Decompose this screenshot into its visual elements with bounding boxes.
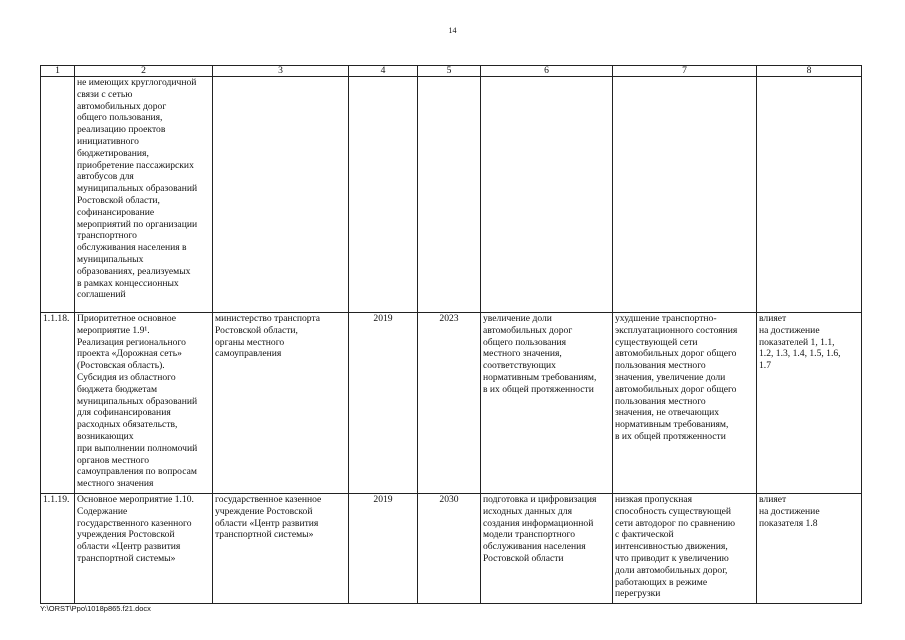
- expected-result: [481, 77, 613, 313]
- expected-result: увеличение доли автомобильных дорог общего пользования местного значения, соответствующих нормативным требованиям, в их общей протяженности: [481, 313, 613, 494]
- executor: министерство транспорта Ростовской области, органы местного самоуправления: [213, 313, 349, 494]
- row-number: [41, 77, 75, 313]
- page-number: 14: [448, 26, 457, 35]
- start-year: 2019: [349, 494, 418, 604]
- indicator-relation: [757, 77, 862, 313]
- end-year: 2023: [418, 313, 481, 494]
- table-row: [41, 77, 862, 313]
- measure-name: Приоритетное основное мероприятие 1.9¹. Реализация регионального проекта «Дорожная сеть» (Ростовская область). Субсидия из областного бюджета бюджетам муниципальных образований для софинансирования расходных обязательств, возникающих при выполнении полномочий органов местного самоуправления по вопросам местного значения: [75, 313, 213, 494]
- executor: государственное казенное учреждение Ростовской области «Центр развития транспортной системы»: [213, 494, 349, 604]
- table-row: [41, 313, 862, 494]
- column-header: 2: [75, 66, 213, 77]
- measures-table: [40, 65, 862, 604]
- expected-result: подготовка и цифровизация исходных данных для создания информационной модели транспортного обслуживания населения Ростовской области: [481, 494, 613, 604]
- column-header: 6: [481, 66, 613, 77]
- end-year: [418, 77, 481, 313]
- measure-name: Основное мероприятие 1.10. Содержание государственного казенного учреждения Ростовской области «Центр развития транспортной системы»: [75, 494, 213, 604]
- column-header: 1: [41, 66, 75, 77]
- table-row: [41, 494, 862, 604]
- column-header: 3: [213, 66, 349, 77]
- header-row: [41, 66, 862, 77]
- file-path-footer: Y:\ORST\Ppo\1018p865.f21.docx: [40, 604, 151, 613]
- non-implementation-consequence: низкая пропускная способность существующей сети автодорог по сравнению с фактической интенсивностью движения, что приводит к увеличению доли автомобильных дорог, работающих в режиме перегрузки: [613, 494, 757, 604]
- column-header: 4: [349, 66, 418, 77]
- indicator-relation: влияет на достижение показателя 1.8: [757, 494, 862, 604]
- executor: [213, 77, 349, 313]
- column-header: 5: [418, 66, 481, 77]
- indicator-relation: влияет на достижение показателей 1, 1.1, 1.2, 1.3, 1.4, 1.5, 1.6, 1.7: [757, 313, 862, 494]
- end-year: 2030: [418, 494, 481, 604]
- column-header: 7: [613, 66, 757, 77]
- row-number: 1.1.19.: [41, 494, 75, 604]
- non-implementation-consequence: ухудшение транспортно- эксплуатационного состояния существующей сети автомобильных дорог общего пользования местного значения, увеличение доли автомобильных дорог общего пользования местного значения, не отвечающих нормативным требованиям, в их общей протяженности: [613, 313, 757, 494]
- non-implementation-consequence: [613, 77, 757, 313]
- start-year: 2019: [349, 313, 418, 494]
- row-number: 1.1.18.: [41, 313, 75, 494]
- measure-name: не имеющих круглогодичной связи с сетью автомобильных дорог общего пользования, реализацию проектов инициативного бюджетирования, приобретение пассажирских автобусов для муниципальных образований Ростовской области, софинансирование мероприятий по организации транспортного обслуживания населения в муниципальных образованиях, реализуемых в рамках концессионных соглашений: [75, 77, 213, 313]
- start-year: [349, 77, 418, 313]
- column-header: 8: [757, 66, 862, 77]
